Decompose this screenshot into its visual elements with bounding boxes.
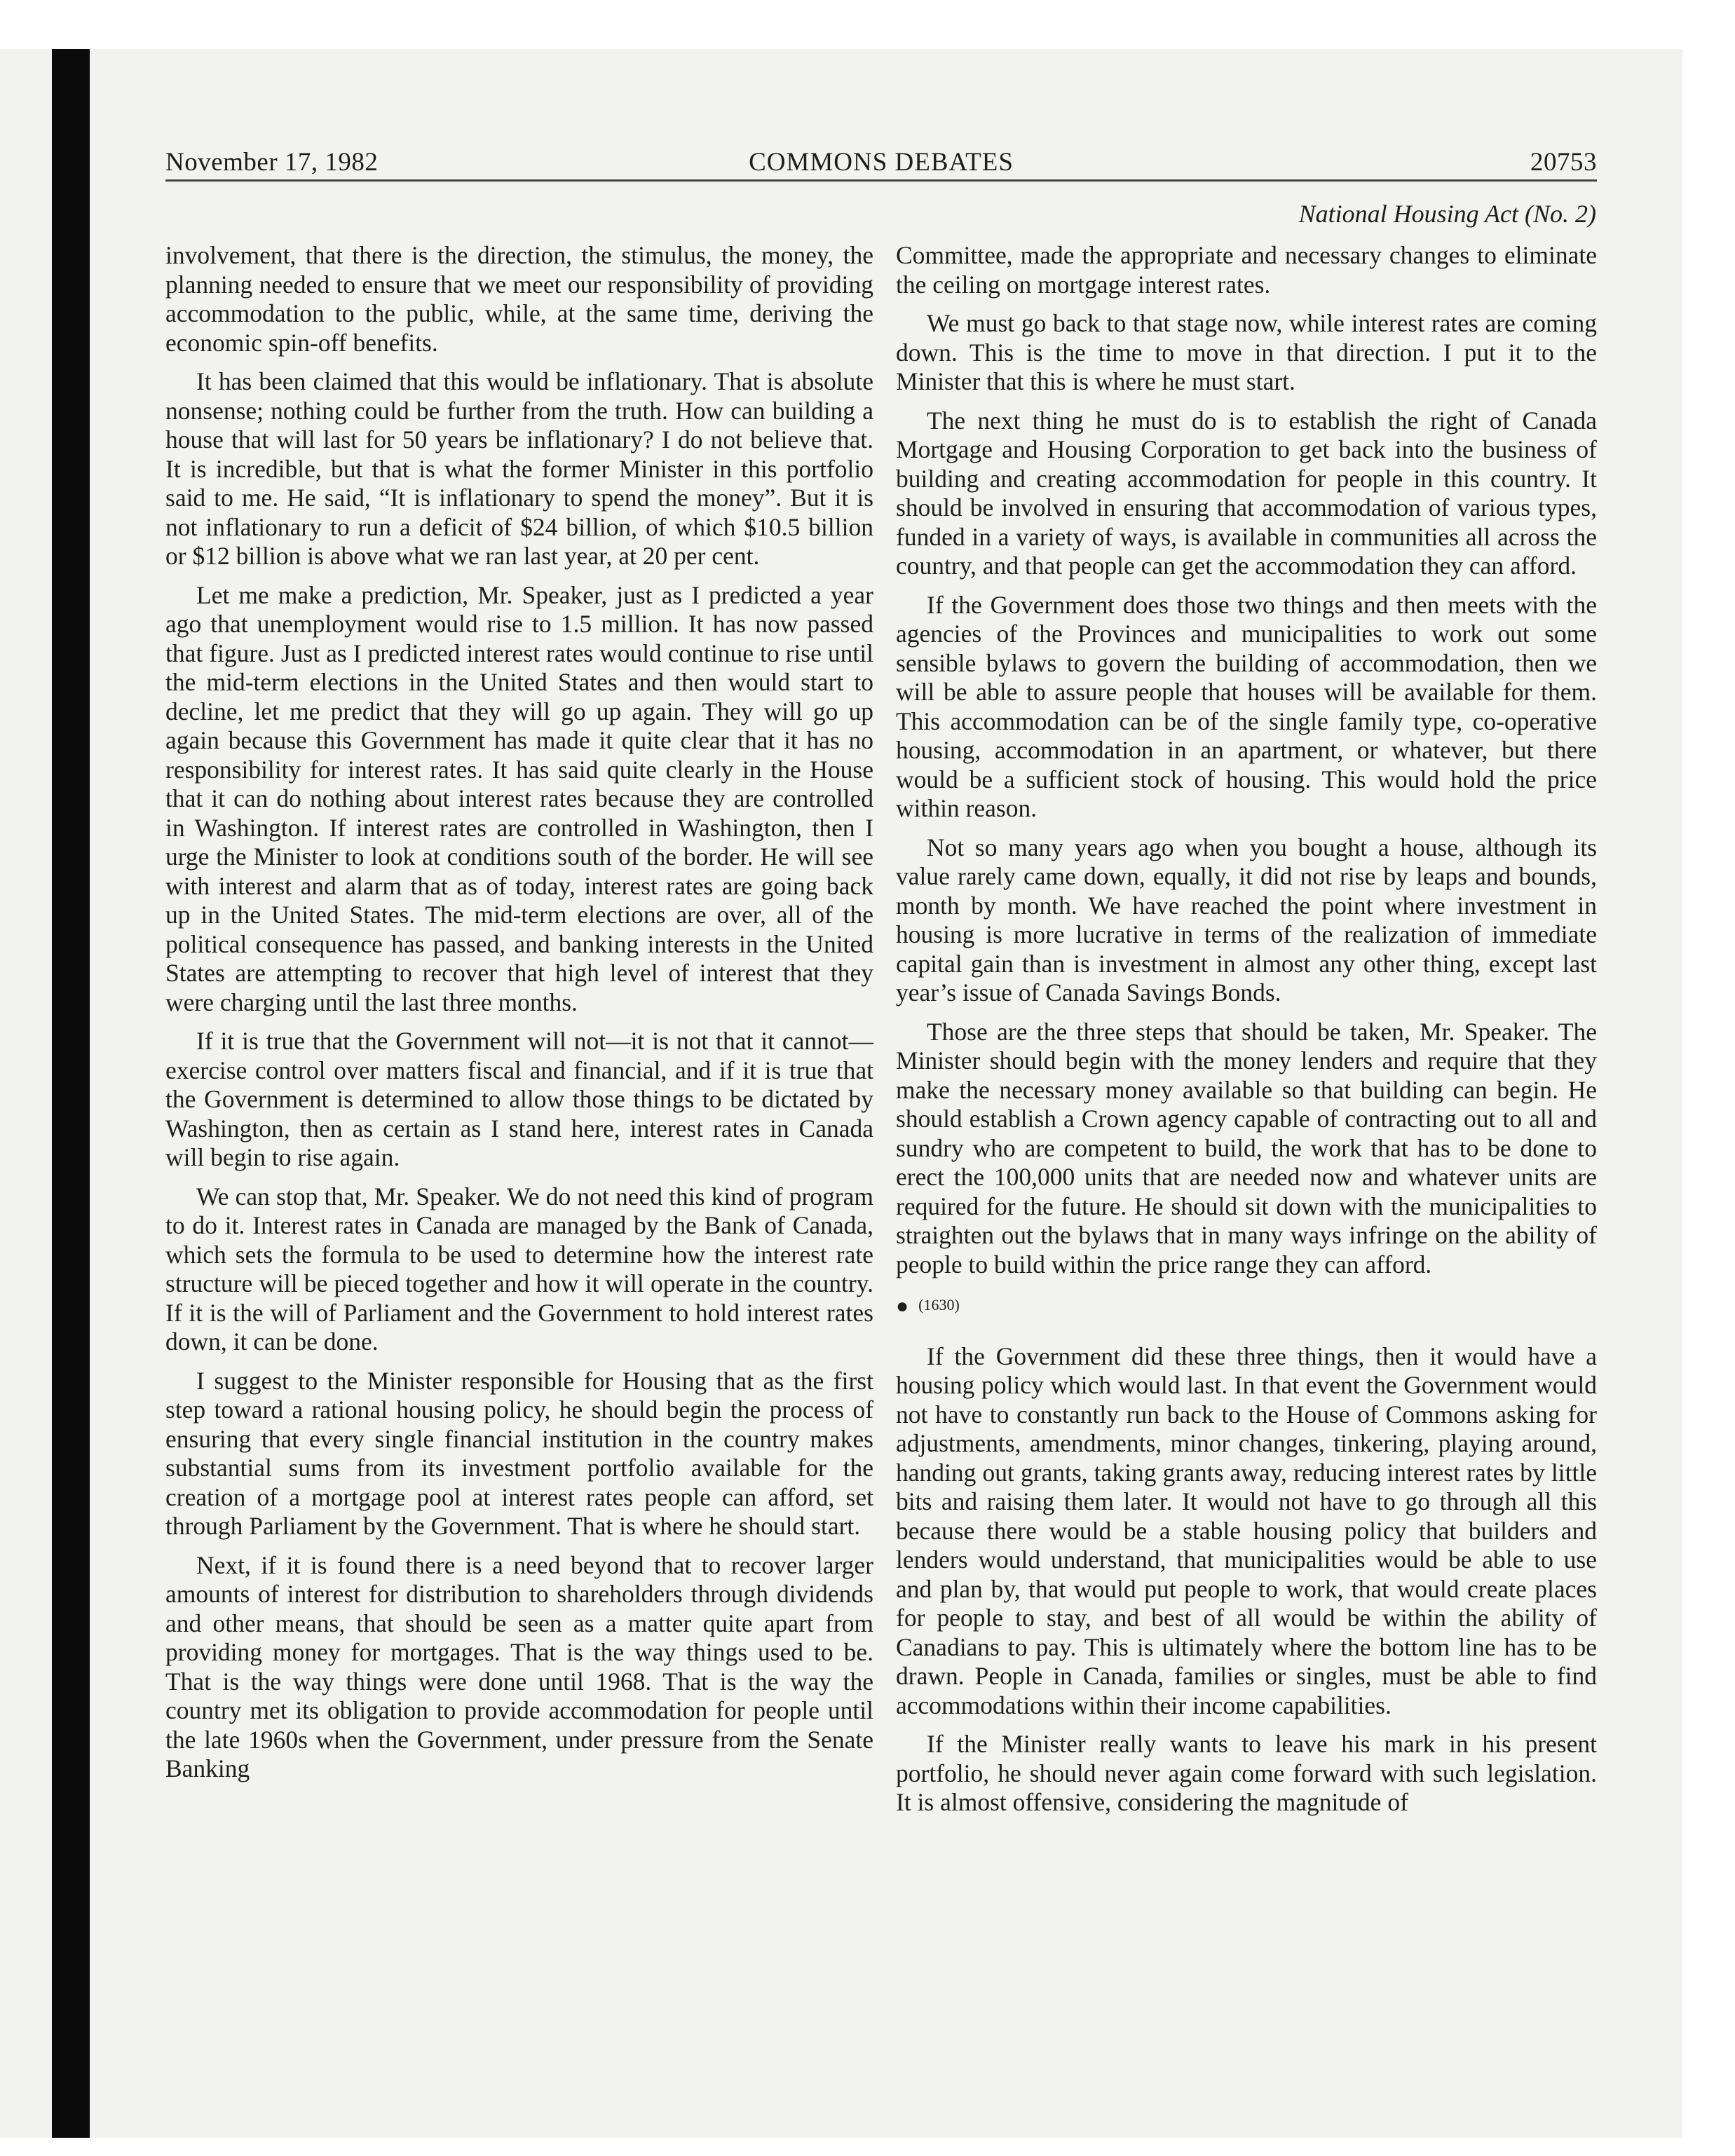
page-header [165, 140, 1597, 182]
paragraph: Committee, made the appropriate and necessary changes to eliminate the ceiling on mortgage interest rates. [896, 241, 1597, 299]
paragraph: I suggest to the Minister responsible for Housing that as the first step toward a rational housing policy, he should begin the process of ensuring that every single financial institution in the country makes substantial sums from its investment portfolio available for the creation of a mortgage pool at interest rates people can afford, set through Parliament by the Government. That is where he should start. [165, 1366, 873, 1540]
paragraph: The next thing he must do is to establish the right of Canada Mortgage and Housing Corporation to get back into the business of building and creating accommodation for people in this country. It should be involved in ensuring that accommodation of various types, funded in a variety of ways, is available in communities all across the country, and that people can get the accommodation they can afford. [896, 406, 1597, 580]
paragraph: Those are the three steps that should be taken, Mr. Speaker. The Minister should begin with the money lenders and require that they make the necessary money available so that building can begin. He should establish a Crown agency capable of contracting out to all and sundry who are competent to build, the work that has to be done to erect the 100,000 units that are needed now and whatever units are required for the future. He should sit down with the municipalities to straighten out the bylaws that in many ways infringe on the ability of people to build within the price range they can afford. [896, 1017, 1597, 1278]
paragraph: If the Government did these three things, then it would have a housing policy which would last. In that event the Government would not have to constantly run back to the House of Commons asking for adjustments, amendments, minor changes, tinkering, playing around, handing out grants, taking grants away, reducing interest rates by little bits and raising them later. It would not have to go through all this because there would be a stable housing policy that builders and lenders would understand, that municipalities would be able to use and plan by, that would put people to work, that would create places for people to stay, and best of all would be within the ability of Canadians to pay. This is ultimately where the bottom line has to be drawn. People in Canada, families or singles, must be able to find accommodations within their income capabilities. [896, 1342, 1597, 1719]
paragraph: It has been claimed that this would be inflationary. That is absolute nonsense; nothing could be further from the truth. How can building a house that will last for 50 years be inflationary? I do not believe that. It is incredible, but that is what the former Minister in this portfolio said to me. He said, “It is inflationary to spend the money”. But it is not inflationary to run a deficit of $24 billion, of which $10.5 billion or $12 billion is above what we ran last year, at 20 per cent. [165, 367, 873, 570]
time-marker [896, 1295, 1597, 1317]
paragraph: If it is true that the Government will not—it is not that it cannot—exercise control over matters fiscal and financial, and if it is true that the Government is determined to allow those things to be dictated by Washington, then as certain as I stand here, interest rates in Canada will begin to rise again. [165, 1027, 873, 1171]
paragraph: Let me make a prediction, Mr. Speaker, just as I predicted a year ago that unemployment would rise to 1.5 million. It has now passed that figure. Just as I predicted interest rates would continue to rise until the mid-term elections in the United States and then would start to decline, let me predict that they will go up again. They will go up again because this Government has made it quite clear that it has no responsibility for interest rates. It has said quite clearly in the House that it can do nothing about interest rates because they are controlled in Washington. If interest rates are controlled in Washington, then I urge the Minister to look at conditions south of the border. He will see with interest and alarm that as of today, interest rates are going back up in the United States. The mid-term elections are over, all of the political consequence has passed, and banking interests in the United States are attempting to recover that high level of interest that they were charging until the last three months. [165, 580, 873, 1016]
paragraph: If the Government does those two things and then meets with the agencies of the Provinces and municipalities to work out some sensible bylaws to govern the building of accommodation, then we will be able to assure people that houses will be available for them. This accommodation can be of the single family type, co-operative housing, accommodation in an apartment, or whatever, but there would be a sufficient stock of housing. This would hold the price within reason. [896, 590, 1597, 822]
paragraph: If the Minister really wants to leave his mark in his present portfolio, he should never again come forward with such legislation. It is almost offensive, considering the magnitude of [896, 1730, 1597, 1817]
paragraph: involvement, that there is the direction, the stimulus, the money, the planning needed to ensure that we meet our responsibility of providing accommodation to the public, while, at the same time, deriving the economic spin-off benefits. [165, 241, 873, 357]
header-rule [165, 179, 1597, 182]
paragraph: Not so many years ago when you bought a house, although its value rarely came down, equally, it did not rise by leaps and bounds, month by month. We have reached the point where investment in housing is more lucrative in terms of the realization of immediate capital gain than is investment in almost any other thing, except last year’s issue of Canada Savings Bonds. [896, 833, 1597, 1007]
right-column [896, 241, 1597, 1827]
paragraph: Next, if it is found there is a need beyond that to recover larger amounts of interest for distribution to shareholders through dividends and other means, that should be seen as a matter quite apart from providing money for mortgages. That is the way things used to be. That is the way things were done until 1968. That is the way the country met its obligation to provide accommodation for people until the late 1960s when the Government, under pressure from the Senate Banking [165, 1550, 873, 1782]
time-marker-label: (1630) [918, 1296, 960, 1314]
header-publication-title: COMMONS DEBATES [749, 148, 1014, 177]
paragraph: We must go back to that stage now, while interest rates are coming down. This is the time to move in that direction. I put it to the Minister that this is where he must start. [896, 309, 1597, 395]
left-column [165, 241, 873, 1794]
header-page-number: 20753 [1530, 148, 1597, 177]
bill-subheading: National Housing Act (No. 2) [1298, 200, 1596, 228]
scan-binding-edge [52, 49, 90, 2138]
header-date: November 17, 1982 [165, 148, 379, 177]
paragraph: We can stop that, Mr. Speaker. We do not need this kind of program to do it. Interest rates in Canada are managed by the Bank of Canada, which sets the formula to be used to determine how the interest rate structure will be pieced together and how it will operate in the country. If it is the will of Parliament and the Government to hold interest rates down, it can be done. [165, 1182, 873, 1356]
bullet-icon: ● [896, 1294, 909, 1318]
